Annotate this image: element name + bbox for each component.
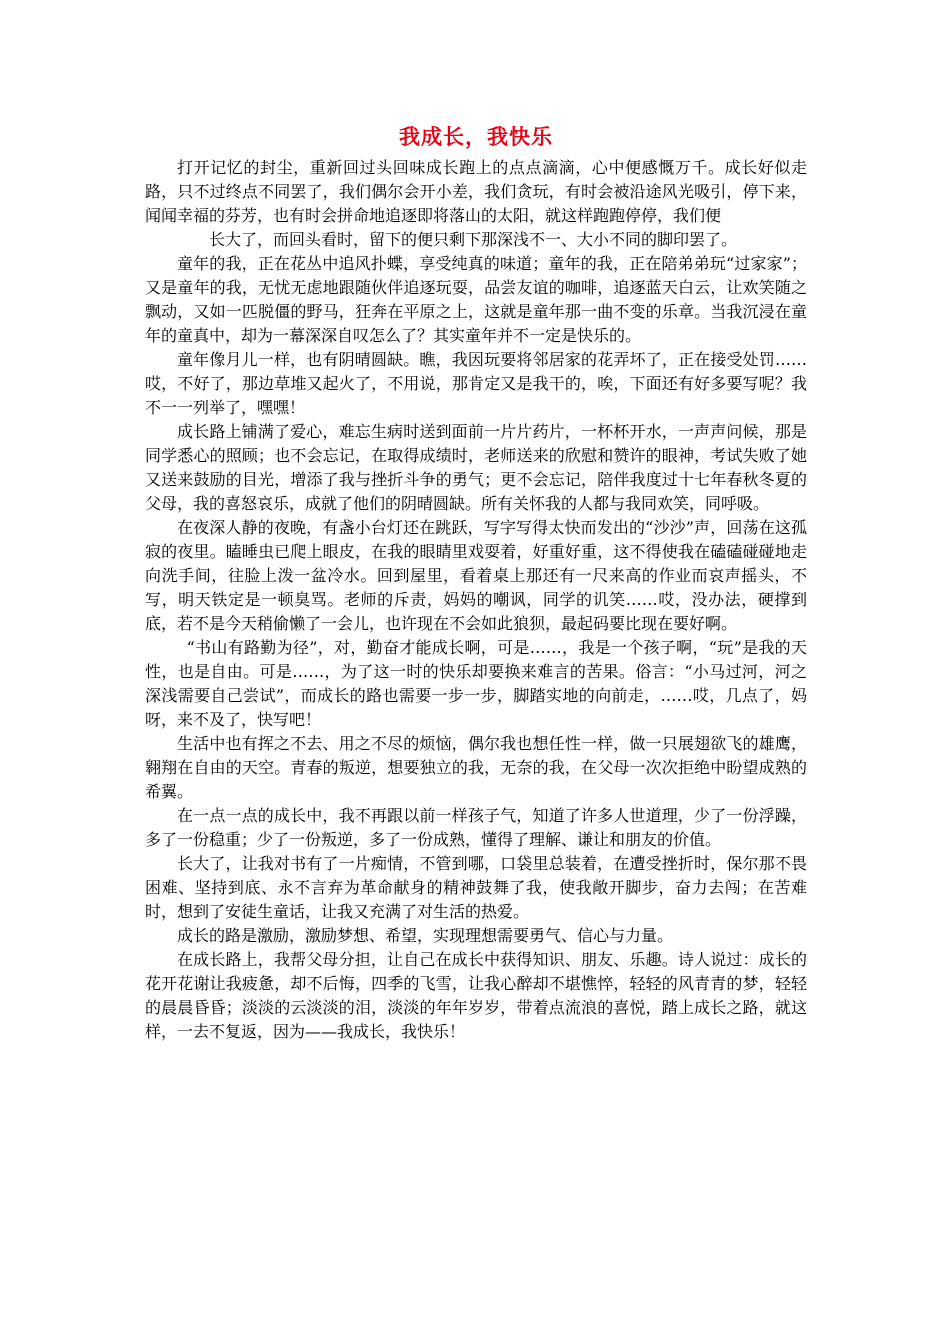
paragraph-6: 在夜深人静的夜晚，有盏小台灯还在跳跃，写字写得太快而发出的“沙沙”声，回荡在这孤寂的夜里。瞌睡虫已爬上眼皮，在我的眼睛里戏耍着，好重好重，这不得使我在磕磕碰碰地走向洗手间，往脸上泼一盆冷水。回到屋里，看着桌上那还有一尺来高的作业而哀声摇头，不写，明天铁定是一顿臭骂。老师的斥责，妈妈的嘲讽，同学的讥笑……哎，没办法，硬撑到底，若不是今天稍偷懒了一会儿，也许现在不会如此狼狈，最起码要比现在要好啊。 (145, 518, 807, 633)
paragraph-9: 在一点一点的成长中，我不再跟以前一样孩子气，知道了许多人世道理，少了一份浮躁，多了一份稳重；少了一份叛逆，多了一份成熟，懂得了理解、谦让和朋友的价值。 (145, 806, 807, 849)
paragraph-12: 在成长路上，我帮父母分担，让自己在成长中获得知识、朋友、乐趣。诗人说过：成长的花开花谢让我疲惫，却不后悔，四季的飞雪，让我心醉却不堪憔悴，轻轻的风青青的梦，轻轻的晨晨昏昏；淡淡的云淡淡的泪，淡淡的年年岁岁，带着点流浪的喜悦，踏上成长之路，就这样，一去不复返，因为——我成长，我快乐！ (145, 950, 807, 1041)
paragraph-3: 童年的我，正在花丛中追风扑蝶，享受纯真的味道；童年的我，正在陪弟弟玩“过家家”；又是童年的我，无忧无虑地跟随伙伴追逐玩耍，品尝友谊的咖啡，追逐蓝天白云，让欢笑随之飘动，又如一匹脱僵的野马，狂奔在平原之上，这就是童年那一曲不变的乐章。当我沉浸在童年的童真中，却为一幕深深自叹怎么了？其实童年并不一定是快乐的。 (145, 254, 807, 345)
paragraph-11: 成长的路是激励，激励梦想、希望，实现理想需要勇气、信心与力量。 (177, 926, 674, 945)
document-title: 我成长，我快乐 (399, 124, 553, 149)
paragraph-5: 成长路上铺满了爱心，难忘生病时送到面前一片片药片，一杯杯开水，一声声问候，那是同学悉心的照顾；也不会忘记，在取得成绩时，老师送来的欣慰和赞许的眼神，考试失败了她又送来鼓励的目光，增添了我与挫折斗争的勇气；更不会忘记，陪伴我度过十七年春秋冬夏的父母，我的喜怒哀乐，成就了他们的阴晴圆缺。所有关怀我的人都与我同欢笑，同呼吸。 (145, 422, 807, 513)
paragraph-1: 打开记忆的封尘，重新回过头回味成长跑上的点点滴滴，心中便感慨万千。成长好似走路，只不过终点不同罢了，我们偶尔会开小差，我们贪玩，有时会被沿途风光吸引，停下来，闻闻幸福的芬芳，也有时会拼命地追逐即将落山的太阳，就这样跑跑停停，我们便 (145, 158, 807, 225)
paragraph-7: “书山有路勤为径”，对，勤奋才能成长啊，可是……，我是一个孩子啊，“玩”是我的天性，也是自由。可是……，为了这一时的快乐却要换来难言的苦果。俗言：“小马过河，河之深浅需要自己尝试”，而成长的路也需要一步一步，脚踏实地的向前走，……哎，几点了，妈呀，来不及了，快写吧！ (145, 638, 807, 729)
paragraph-10: 长大了，让我对书有了一片痴情，不管到哪，口袋里总装着，在遭受挫折时，保尔那不畏困难、坚持到底、永不言弃为革命献身的精神鼓舞了我，使我敞开脚步，奋力去闯；在苦难时，想到了安徒生童话，让我又充满了对生活的热爱。 (145, 854, 807, 921)
document-body (145, 122, 807, 1044)
paragraph-4: 童年像月儿一样，也有阴晴圆缺。瞧，我因玩要将邻居家的花弄坏了，正在接受处罚……哎，不好了，那边草堆又起火了，不用说，那肯定又是我干的，唉，下面还有好多要写呢？我不一一列举了，嘿嘿！ (145, 350, 807, 417)
paragraph-8: 生活中也有挥之不去、用之不尽的烦恼，偶尔我也想任性一样，做一只展翅欲飞的雄鹰，翱翔在自由的天空。青春的叛逆，想要独立的我，无奈的我，在父母一次次拒绝中盼望成熟的希翼。 (145, 734, 807, 801)
paragraph-2: 长大了，而回头看时，留下的便只剩下那深浅不一、大小不同的脚印罢了。 (209, 230, 738, 249)
